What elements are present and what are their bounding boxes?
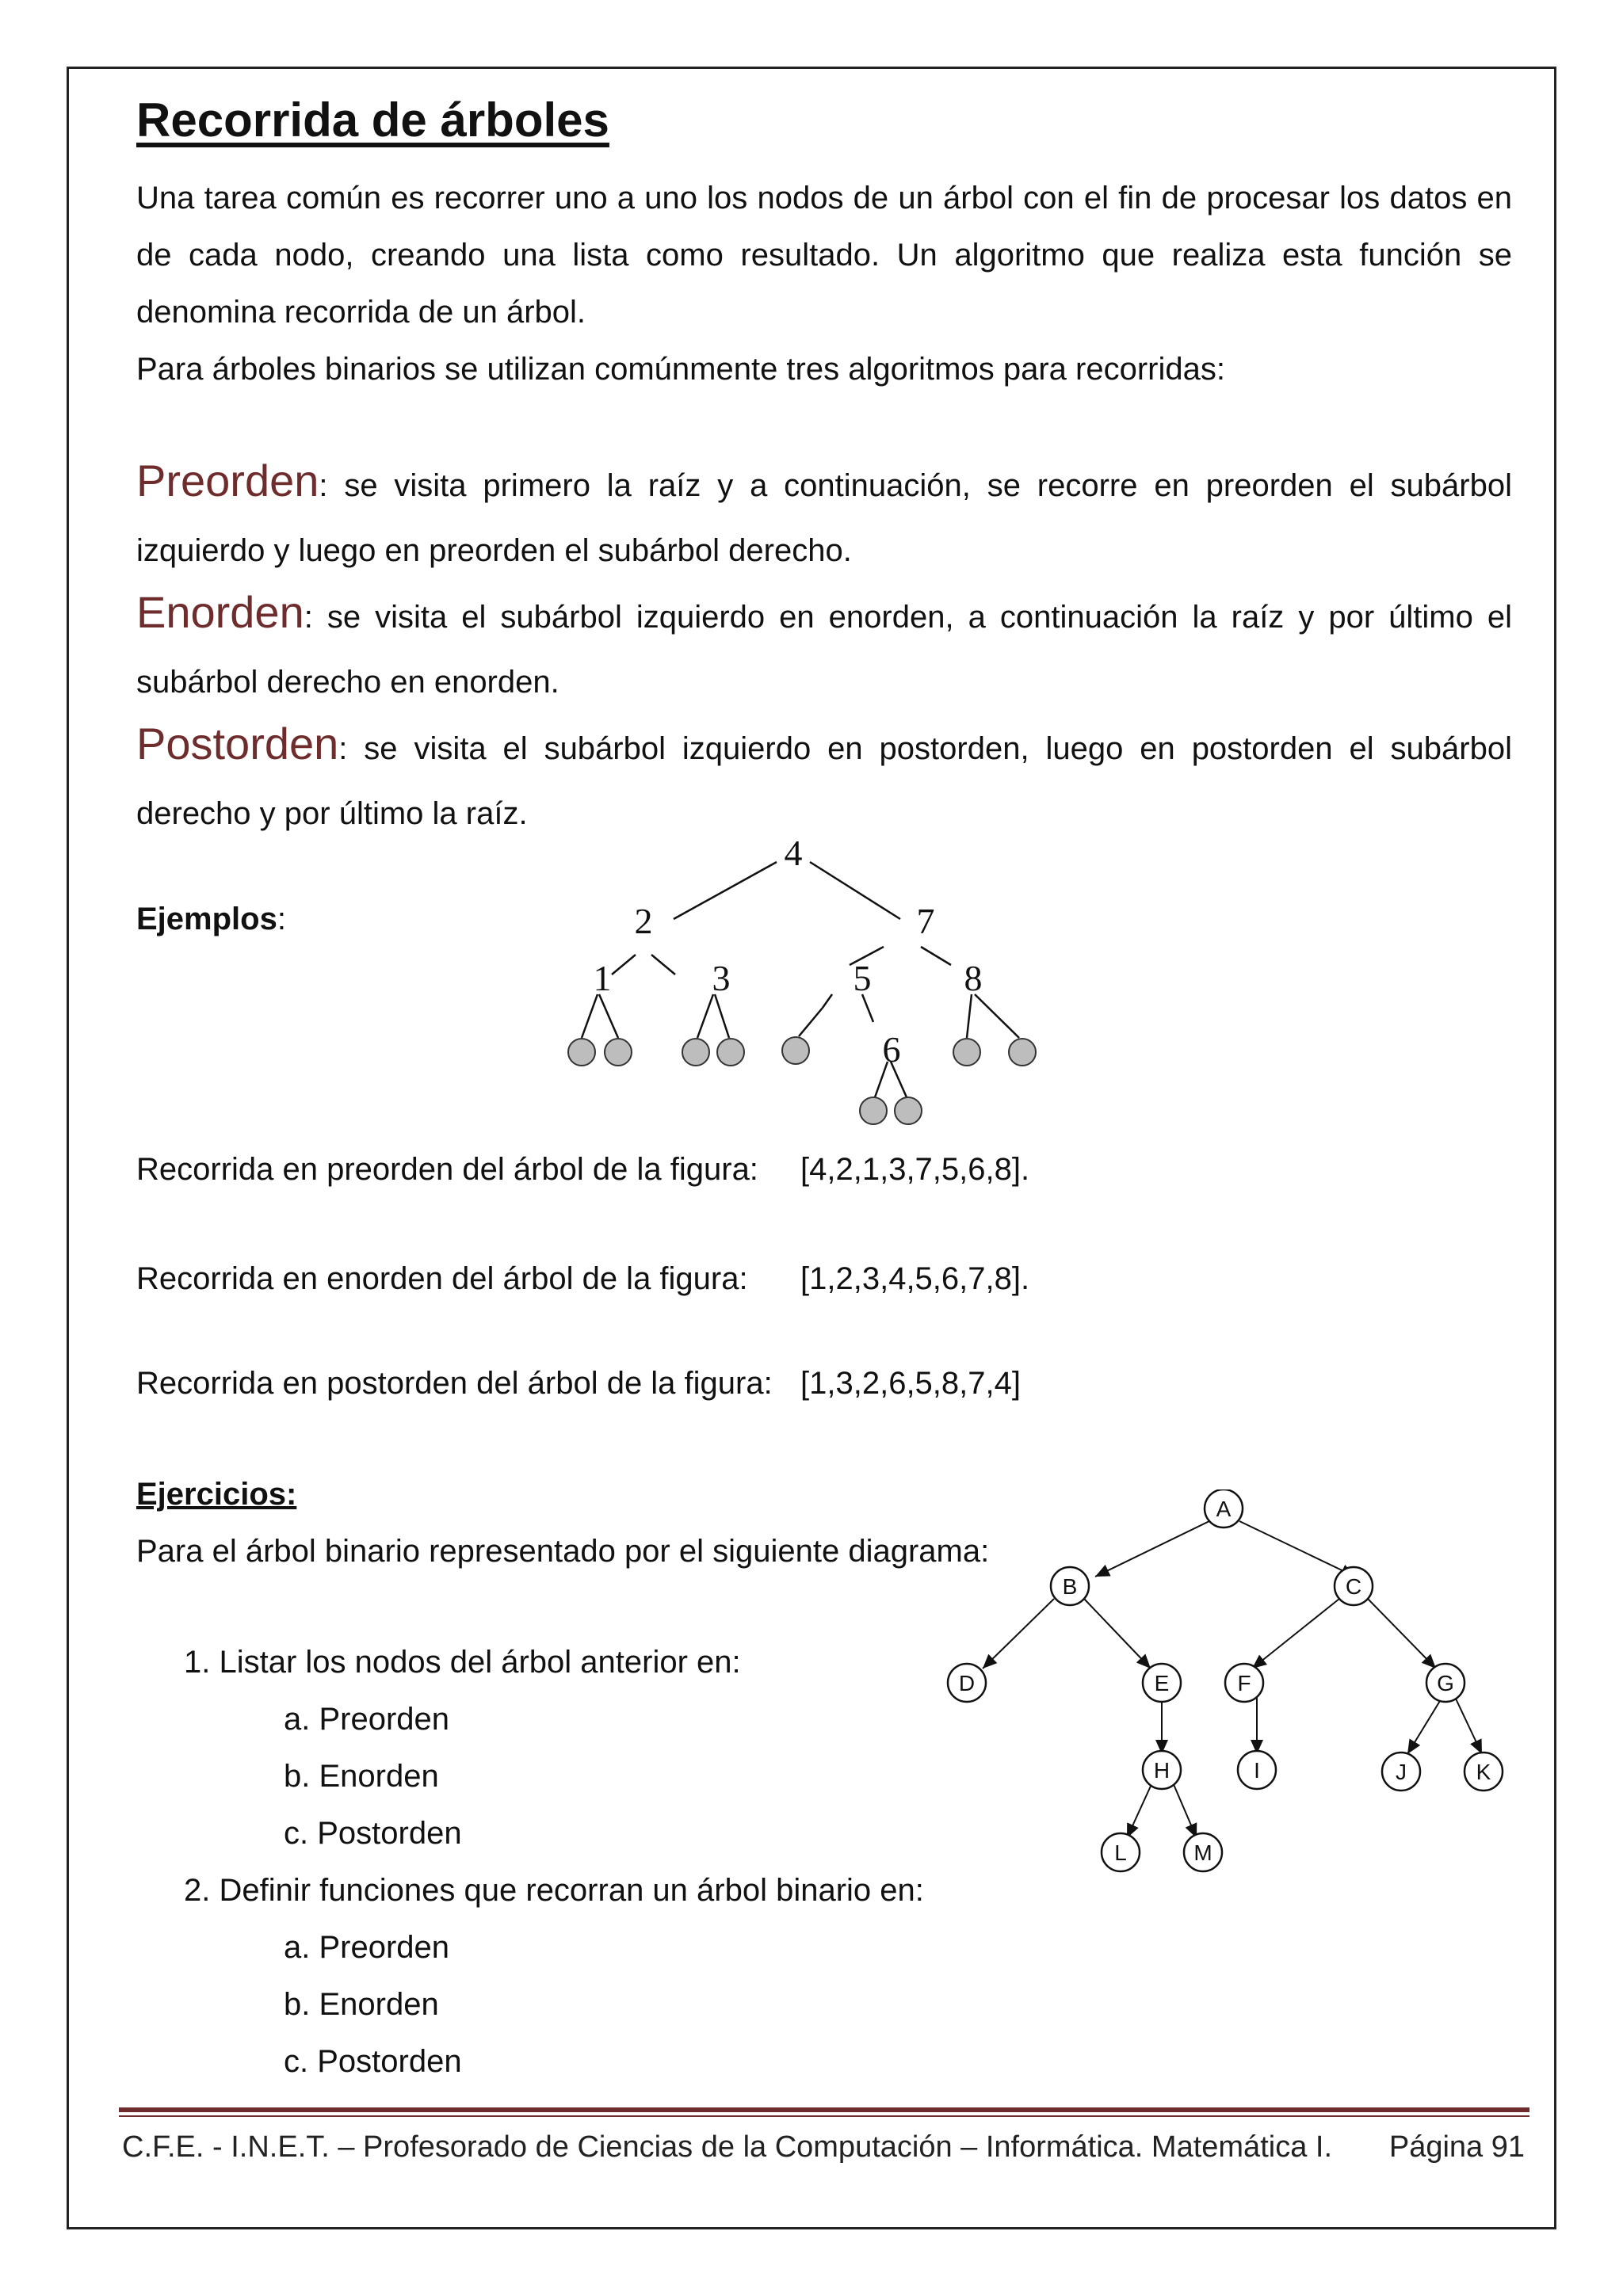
- definition-text: : se visita primero la raíz y a continuación, se recorre en preorden el subárbol izquierdo y luego en preorden el subárbol derecho.: [136, 468, 1512, 568]
- traversal-result: [1,2,3,4,5,6,7,8].: [800, 1261, 1030, 1296]
- footer-rule: [119, 2107, 1529, 2112]
- tree-node-label: 4: [784, 833, 803, 873]
- tree-node-label: L: [1114, 1840, 1127, 1865]
- exercise-subitem: a. Preorden: [284, 1930, 450, 1965]
- traversal-enorden: [136, 1255, 1030, 1302]
- intro-paragraph-1: Una tarea común es recorrer uno a uno los nodos de un árbol con el fin de procesar los datos en de cada nodo, creando una lista como resultado. Un algoritmo que realiza esta función se denomina recorrida de un árbol.: [136, 181, 1512, 330]
- traversal-result: [1,3,2,6,5,8,7,4]: [800, 1366, 1021, 1401]
- tree-node-label: H: [1153, 1758, 1170, 1783]
- tree-node-label: E: [1154, 1671, 1170, 1695]
- examples-heading-colon: :: [277, 902, 286, 936]
- exercises-intro: Para el árbol binario representado por el siguiente diagrama:: [136, 1534, 990, 1569]
- exercise-subitem: c. Postorden: [284, 1816, 462, 1851]
- tree-node-label: F: [1237, 1671, 1251, 1695]
- traversal-postorden: [136, 1360, 1021, 1407]
- page-title: Recorrida de árboles: [136, 93, 609, 147]
- term-preorden: Preorden: [136, 456, 319, 505]
- traversal-label: Recorrida en postorden del árbol de la figura:: [136, 1366, 773, 1401]
- tree-node-label: B: [1062, 1574, 1078, 1599]
- exercise-item-1: 1. Listar los nodos del árbol anterior en:: [184, 1645, 741, 1680]
- leaf-node: [568, 1039, 595, 1066]
- footer-text: C.F.E. - I.N.E.T. – Profesorado de Ciencias de la Computación – Informática. Matemática I.: [122, 2130, 1332, 2164]
- tree-node-label: C: [1345, 1574, 1362, 1599]
- leaf-node: [860, 1097, 887, 1124]
- leaf-node: [682, 1039, 709, 1066]
- example-tree-diagram: [555, 832, 1062, 1133]
- tree-node-label: 8: [964, 958, 983, 998]
- exercise-subitem: b. Enorden: [284, 1987, 439, 2022]
- exercises-heading: Ejercicios:: [136, 1477, 297, 1512]
- term-enorden: Enorden: [136, 587, 304, 637]
- definition-text: : se visita el subárbol izquierdo en postorden, luego en postorden el subárbol derecho y por último la raíz.: [136, 731, 1512, 831]
- leaf-node: [782, 1037, 809, 1064]
- exercise-item-2: 2. Definir funciones que recorran un árbol binario en:: [184, 1873, 924, 1908]
- traversal-preorden: [136, 1146, 1030, 1193]
- leaf-node: [953, 1039, 980, 1066]
- tree-node-label: M: [1193, 1840, 1212, 1865]
- tree-node-label: 3: [712, 958, 731, 998]
- page-footer: [122, 2123, 1525, 2171]
- tree-node-label: 6: [882, 1029, 901, 1070]
- footer-rule: [119, 2115, 1529, 2117]
- tree-node-label: 2: [634, 901, 653, 941]
- traversal-label: Recorrida en enorden del árbol de la figura:: [136, 1261, 748, 1296]
- tree-node-label: 1: [593, 958, 612, 998]
- traversal-result: [4,2,1,3,7,5,6,8].: [800, 1152, 1030, 1187]
- term-postorden: Postorden: [136, 719, 339, 769]
- definition-postorden: [136, 711, 1512, 846]
- examples-heading-label: Ejemplos: [136, 902, 277, 936]
- tree-node-label: 5: [853, 958, 872, 998]
- tree-node-label: K: [1476, 1760, 1491, 1784]
- tree-node-label: G: [1437, 1671, 1454, 1695]
- exercise-subitem: a. Preorden: [284, 1702, 450, 1737]
- intro-text: [136, 170, 1512, 398]
- definition-preorden: [136, 448, 1512, 583]
- leaf-node: [717, 1039, 744, 1066]
- exercise-subitem: b. Enorden: [284, 1759, 439, 1794]
- tree-node-label: I: [1254, 1758, 1260, 1783]
- definition-enorden: [136, 580, 1512, 715]
- tree-node-label: D: [958, 1671, 976, 1695]
- exercise-subitem: c. Postorden: [284, 2044, 462, 2079]
- page-number: Página 91: [1388, 2130, 1525, 2164]
- leaf-node: [895, 1097, 922, 1124]
- exercise-tree-diagram: [919, 1489, 1522, 1901]
- leaf-node: [605, 1039, 632, 1066]
- examples-heading: [136, 891, 286, 948]
- tree-node-label: A: [1216, 1497, 1232, 1521]
- traversal-label: Recorrida en preorden del árbol de la figura:: [136, 1152, 758, 1187]
- leaf-node: [1009, 1039, 1036, 1066]
- definition-text: : se visita el subárbol izquierdo en enorden, a continuación la raíz y por último el subárbol derecho en enorden.: [136, 600, 1512, 700]
- tree-node-label: 7: [916, 901, 935, 941]
- intro-paragraph-2: Para árboles binarios se utilizan comúnmente tres algoritmos para recorridas:: [136, 352, 1225, 387]
- tree-node-label: J: [1396, 1760, 1407, 1784]
